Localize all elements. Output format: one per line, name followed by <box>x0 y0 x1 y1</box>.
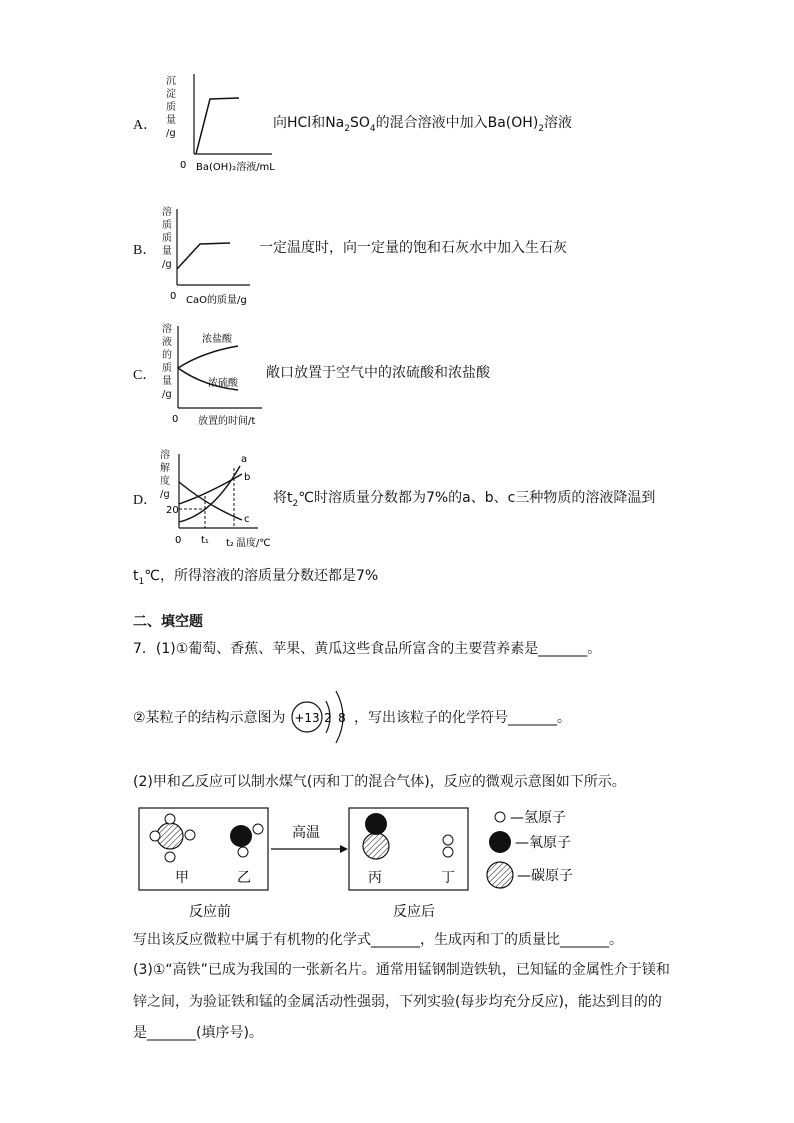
legend-hydrogen: —氢原子 <box>510 810 566 826</box>
graph-a-ylabel-5: /g <box>166 128 176 139</box>
graph-d-origin: 0 <box>175 535 182 546</box>
graph-d-label-a: a <box>241 454 248 465</box>
q7-line5: (3)①“高铁”已成为我国的一张新名片。通常用锰钢制造铁轨，已知锰的金属性介于镁和 <box>133 962 670 978</box>
svg-text:/g: /g <box>162 389 172 400</box>
graph-c <box>158 322 268 430</box>
label-ding: 丁 <box>441 870 455 886</box>
svg-text:度: 度 <box>160 476 170 487</box>
graph-d-t2: t₂ <box>226 538 234 549</box>
graph-a-ylabel-2: 淀 <box>166 89 176 100</box>
graph-d <box>158 446 273 554</box>
graph-c-upper-curve <box>178 346 238 368</box>
atom-structure-diagram <box>288 681 358 753</box>
legend <box>487 810 573 888</box>
carbon-atom <box>157 823 183 849</box>
graph-d-t1: t₁ <box>201 535 209 546</box>
option-d-letter: D． <box>133 493 158 508</box>
arrow-label: 高温 <box>292 825 320 841</box>
legend-hydrogen-icon <box>495 812 505 822</box>
option-b-text: 一定温度时，向一定量的饱和石灰水中加入生石灰 <box>259 240 567 256</box>
q7-line1: 7．(1)①葡萄、香蕉、苹果、黄瓜这些食品所富含的主要营养素是_______。 <box>133 641 602 657</box>
legend-carbon-icon <box>487 862 513 888</box>
q7-line6: 锌之间，为验证铁和锰的金属活动性强弱，下列实验(每步均充分反应)，能达到目的的 <box>133 994 662 1010</box>
graph-d-label-b: b <box>244 472 251 483</box>
graph-d-label-c: c <box>244 514 250 525</box>
water-molecule <box>230 824 263 857</box>
svg-text:/g: /g <box>160 489 170 500</box>
option-d-text-line2: $t_1℃$，所得溶液的溶质量分数还都是7% <box>133 568 379 587</box>
atom-shell-2-count: 8 <box>338 711 346 725</box>
svg-text:量: 量 <box>162 376 172 387</box>
option-d-text: 将$t_2℃$时溶质量分数都为7%的a、b、c三种物质的溶液降温到 <box>273 490 656 509</box>
legend-carbon: —碳原子 <box>517 868 573 884</box>
option-a-text: 向HCl和$Na_2SO_4$的混合溶液中加入$Ba(OH)_2$溶液 <box>273 115 573 134</box>
legend-oxygen: —氧原子 <box>515 835 571 851</box>
label-jia: 甲 <box>175 870 189 886</box>
caption-before: 反应前 <box>189 904 231 920</box>
option-c-letter: C． <box>133 368 157 383</box>
option-b-letter: B． <box>133 243 157 258</box>
graph-c-xlabel: 放置的时间/t <box>198 416 256 427</box>
svg-text:质: 质 <box>162 220 172 231</box>
hydrogen-molecule <box>443 835 453 857</box>
graph-a-xlabel: Ba(OH)₂溶液/mL <box>196 162 275 173</box>
graph-d-xlabel: 温度/℃ <box>236 538 271 549</box>
q7-line2-before: ②某粒子的结构示意图为 <box>133 710 286 726</box>
q7-line4: 写出该反应微粒中属于有机物的化学式_______，生成丙和丁的质量比_______。 <box>133 932 623 948</box>
graph-d-curve-a <box>179 466 240 522</box>
graph-c-lower-label: 浓硫酸 <box>208 378 238 389</box>
graph-b-xlabel: CaO的质量/g <box>186 295 247 305</box>
svg-text:溶: 溶 <box>162 324 172 335</box>
graph-a <box>160 70 280 178</box>
graph-a-ylabel <box>166 75 176 139</box>
graph-a-ylabel-3: 质 <box>166 102 176 113</box>
graph-c-upper-label: 浓盐酸 <box>202 334 232 345</box>
label-yi: 乙 <box>237 870 251 886</box>
option-a-letter: A． <box>133 118 158 133</box>
svg-text:解: 解 <box>160 463 170 474</box>
graph-c-ylabel <box>162 322 172 400</box>
atom-shell-1-count: 2 <box>324 711 332 725</box>
svg-text:溶: 溶 <box>162 207 172 218</box>
graph-d-ylabel <box>160 448 170 500</box>
svg-text:液: 液 <box>162 337 172 348</box>
graph-c-origin: 0 <box>172 414 179 425</box>
graph-b-ylabel <box>162 205 172 270</box>
graph-d-ytick-20: 20 <box>166 505 179 516</box>
graph-a-origin: 0 <box>180 160 187 171</box>
graph-b-curve <box>177 243 230 269</box>
carbon-monoxide-molecule <box>363 813 389 859</box>
legend-oxygen-icon <box>489 831 511 853</box>
graph-b <box>158 205 258 305</box>
svg-text:质: 质 <box>162 233 172 244</box>
methane-molecule <box>150 814 195 862</box>
graph-a-ylabel-4: 量 <box>166 115 176 126</box>
label-bing: 丙 <box>368 870 382 886</box>
graph-a-ylabel-1: 沉 <box>166 76 176 87</box>
q7-line3: (2)甲和乙反应可以制水煤气(丙和丁的混合气体)，反应的微观示意图如下所示。 <box>133 774 626 790</box>
atom-nucleus-charge: +13 <box>294 711 320 725</box>
q7-line7: 是_______(填序号)。 <box>133 1025 263 1041</box>
graph-a-curve <box>196 98 239 154</box>
caption-after: 反应后 <box>393 904 435 920</box>
graph-b-origin: 0 <box>170 291 177 302</box>
option-c-text: 敞口放置于空气中的浓硫酸和浓盐酸 <box>266 365 490 381</box>
svg-text:溶: 溶 <box>160 450 170 461</box>
oxygen-atom <box>230 825 252 847</box>
svg-text:的: 的 <box>162 350 172 361</box>
section-title: 二、填空题 <box>133 614 203 630</box>
q7-line2-after: ，写出该粒子的化学符号_______。 <box>354 710 571 726</box>
svg-text:质: 质 <box>162 363 172 374</box>
reaction-diagram <box>130 800 600 925</box>
svg-text:/g: /g <box>162 259 172 270</box>
svg-text:量: 量 <box>162 246 172 257</box>
